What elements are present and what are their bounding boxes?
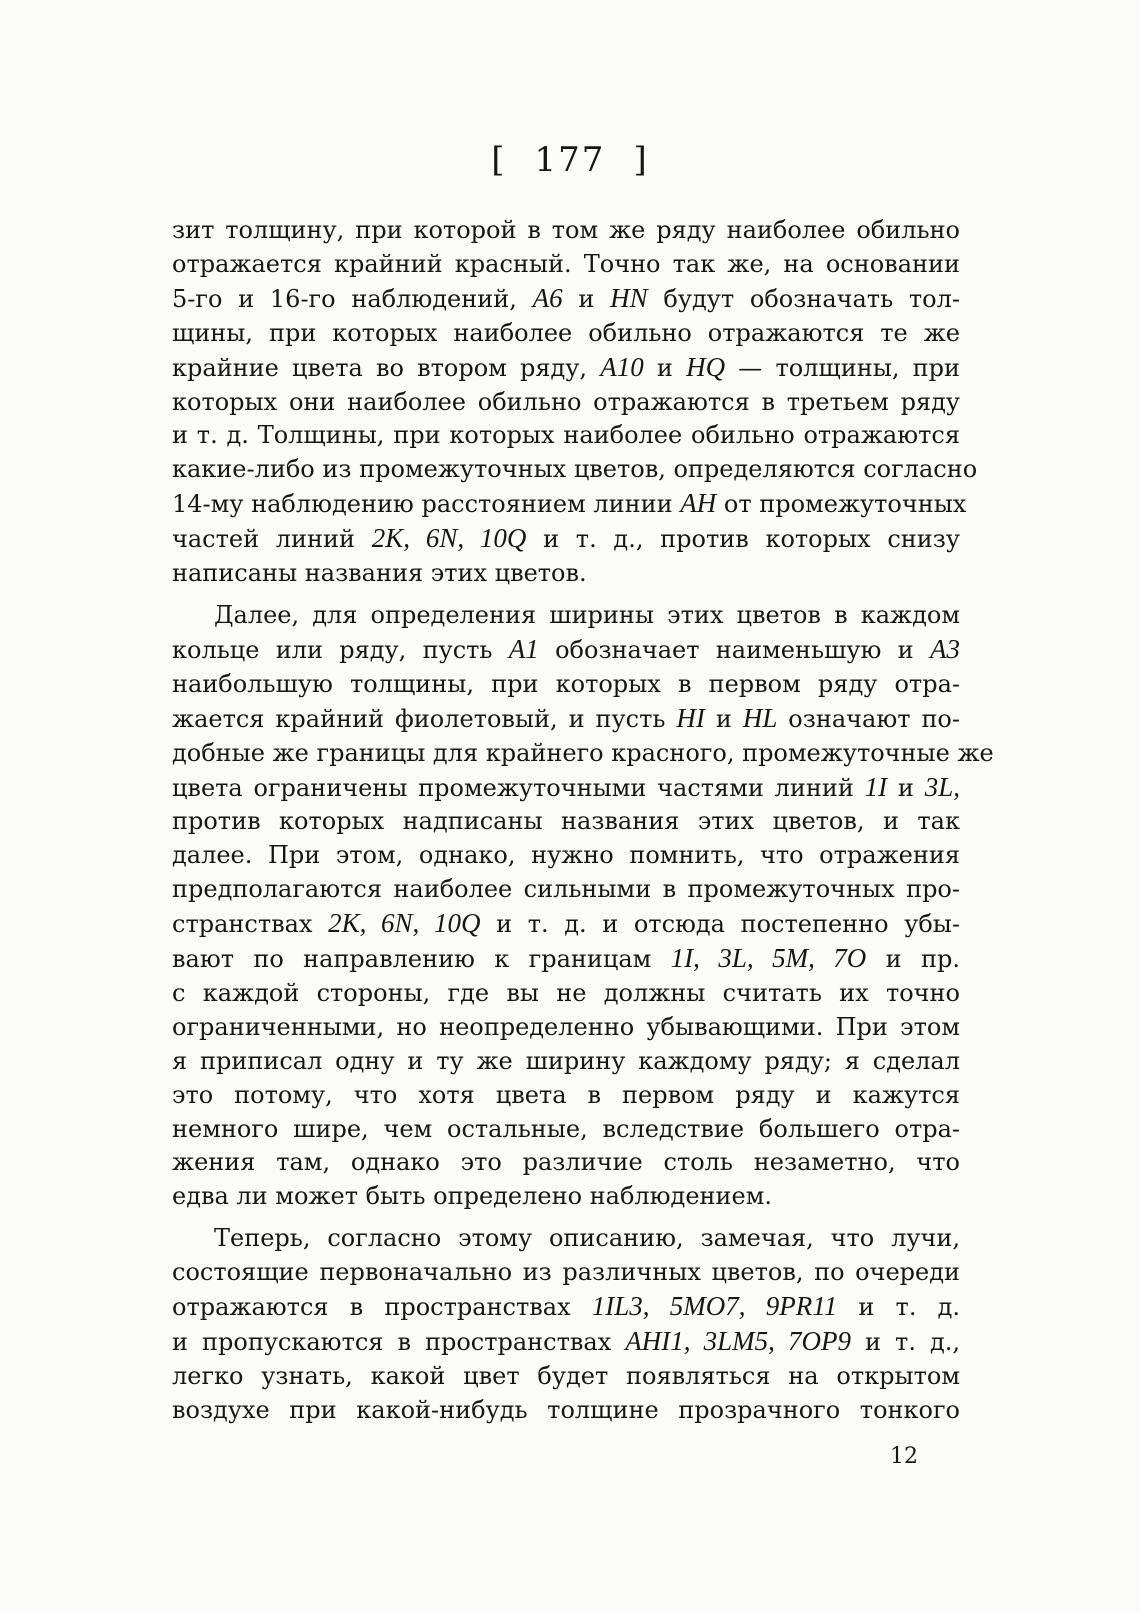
- text-run: далее. При этом, однако, нужно помнить, что отражения: [172, 841, 960, 870]
- text-line: [172, 1079, 960, 1113]
- text-run: частей линий: [172, 525, 372, 554]
- text-run: предполагаются наиболее сильными в промежуточных про-: [172, 875, 960, 904]
- geometry-label: 1IL3, 5MO7, 9PR11: [591, 1291, 838, 1322]
- text-run: ограниченными, но неопределенно убывающими. При этом: [172, 1012, 960, 1041]
- text-line: [172, 633, 960, 668]
- text-run: вают по направлению к границам: [172, 945, 671, 974]
- text-line: [172, 1011, 960, 1045]
- text-run: 14-му наблюдению расстоянием линии: [172, 490, 681, 519]
- text-line: [172, 1360, 960, 1394]
- geometry-label: 3L,: [924, 771, 960, 802]
- text-line: [172, 1256, 960, 1290]
- text-run: состоящие первоначально из различных цветов, по очереди: [172, 1258, 960, 1287]
- geometry-label: A10: [600, 351, 644, 382]
- geometry-label: 1I, 3L, 5M, 7O: [670, 943, 867, 974]
- left-bracket: [: [491, 140, 507, 180]
- text-run: и т. д.: [837, 1293, 960, 1322]
- text-line: [172, 1325, 960, 1360]
- text-run: я приписал одну и ту же ширину каждому ряду; я сделал: [172, 1046, 960, 1075]
- text-run: 5-го и 16-го наблюдений,: [172, 284, 533, 313]
- page-header: [0, 140, 1140, 180]
- text-run: обозначает наименьшую и: [538, 635, 930, 664]
- text-line: [172, 907, 960, 942]
- text-line: [172, 1045, 960, 1079]
- text-line: [172, 771, 960, 806]
- geometry-label: A1: [508, 633, 539, 664]
- text-line: [172, 248, 960, 282]
- text-line: [172, 1180, 960, 1214]
- geometry-label: HQ: [686, 351, 726, 382]
- text-run: жения там, однако это различие столь незаметно, что: [172, 1148, 960, 1177]
- text-run: какие-либо из промежуточных цветов, определяются согласно: [172, 455, 978, 484]
- text-line: [172, 977, 960, 1011]
- text-run: написаны названия этих цветов.: [172, 559, 587, 588]
- text-run: от промежуточных: [716, 490, 967, 519]
- text-run: легко узнать, какой цвет будет появляться на открытом: [172, 1361, 960, 1390]
- text-run: против которых надписаны названия этих цветов, и так: [172, 807, 960, 836]
- geometry-label: AHI1, 3LM5, 7OP9: [625, 1326, 852, 1356]
- geometry-label: AH: [680, 488, 717, 519]
- text-run: отражаются в пространствах: [172, 1293, 592, 1322]
- text-line: [172, 1113, 960, 1147]
- paragraph: [172, 1222, 960, 1427]
- text-run: отражается крайний красный. Точно так же, на основании: [172, 249, 960, 278]
- text-run: воздухе при какой-нибудь толщине прозрачного тонкого: [172, 1395, 960, 1424]
- text-line: [172, 599, 960, 633]
- text-line: [172, 214, 960, 248]
- text-run: и: [643, 353, 687, 382]
- text-run: едва ли может быть определено наблюдением.: [172, 1182, 773, 1211]
- text-run: немного шире, чем остальные, вследствие большего отра-: [172, 1114, 960, 1143]
- text-run: Далее, для определения ширины этих цветов в каждом: [214, 600, 960, 629]
- text-run: и т. д. и отсюда постепенно убы-: [480, 910, 960, 939]
- text-line: [172, 282, 960, 317]
- text-run: зит толщину, при которой в том же ряду наиболее обильно: [172, 216, 960, 244]
- paragraph: [172, 214, 978, 591]
- text-line: [172, 805, 960, 839]
- text-line: [172, 317, 960, 351]
- text-line: [172, 942, 960, 977]
- text-line: [172, 1146, 960, 1180]
- geometry-label: A6: [532, 282, 563, 313]
- text-line: [172, 351, 960, 386]
- text-run: наибольшую толщины, при которых в первом ряду отра-: [172, 669, 960, 698]
- text-line: [172, 386, 960, 420]
- text-run: странствах: [172, 910, 329, 939]
- body-text: [172, 214, 994, 1428]
- text-line: [172, 1222, 960, 1256]
- text-line: [172, 453, 978, 487]
- text-run: и: [887, 773, 925, 802]
- text-run: кольце или ряду, пусть: [172, 635, 509, 664]
- geometry-label: HN: [610, 282, 648, 313]
- text-run: и: [562, 284, 611, 313]
- text-line: [172, 522, 960, 557]
- text-run: которых они наиболее обильно отражаются в третьем ряду: [172, 387, 960, 416]
- text-run: и пр.: [866, 945, 960, 974]
- geometry-label: HL: [742, 702, 778, 733]
- text-run: будут обозначать тол-: [647, 284, 960, 313]
- page-number: 177: [534, 140, 606, 180]
- geometry-label: 1I: [864, 771, 888, 802]
- text-line: [172, 668, 960, 702]
- text-line: [172, 1290, 960, 1325]
- text-run: цвета ограничены промежуточными частями линий: [172, 773, 865, 802]
- signature-mark: 12: [890, 1444, 918, 1469]
- text-run: и т. д. Толщины, при которых наиболее обильно отражаются: [172, 421, 960, 450]
- geometry-label: 2K, 6N, 10Q: [371, 523, 527, 554]
- text-line: [172, 702, 960, 737]
- text-run: и пропускаются в пространствах: [172, 1328, 626, 1356]
- text-line: [172, 419, 960, 453]
- text-line: [172, 839, 960, 873]
- geometry-label: 2K, 6N, 10Q: [328, 908, 481, 939]
- text-run: добные же границы для крайнего красного, промежуточные же: [172, 738, 994, 767]
- paragraph: [172, 599, 994, 1214]
- text-run: — толщины, при: [725, 353, 961, 382]
- text-run: крайние цвета во втором ряду,: [172, 353, 601, 382]
- text-run: означают по-: [777, 704, 960, 733]
- text-run: и т. д., против которых снизу: [526, 525, 960, 554]
- text-line: [172, 873, 960, 907]
- text-run: это потому, что хотя цвета в первом ряду и кажутся: [172, 1080, 960, 1109]
- text-line: [172, 557, 960, 591]
- right-bracket: ]: [633, 140, 649, 180]
- text-run: жается крайний фиолетовый, и пусть: [172, 704, 677, 733]
- text-run: с каждой стороны, где вы не должны считать их точно: [172, 978, 960, 1007]
- text-run: и: [704, 704, 743, 733]
- text-run: Теперь, согласно этому описанию, замечая, что лучи,: [214, 1224, 960, 1253]
- geometry-label: A3: [929, 633, 960, 664]
- text-line: [172, 487, 967, 522]
- text-line: [172, 737, 994, 771]
- geometry-label: HI: [676, 702, 705, 733]
- text-run: и т. д.,: [851, 1328, 960, 1356]
- text-line: [172, 1394, 960, 1428]
- text-run: щины, при которых наиболее обильно отражаются те же: [172, 318, 960, 347]
